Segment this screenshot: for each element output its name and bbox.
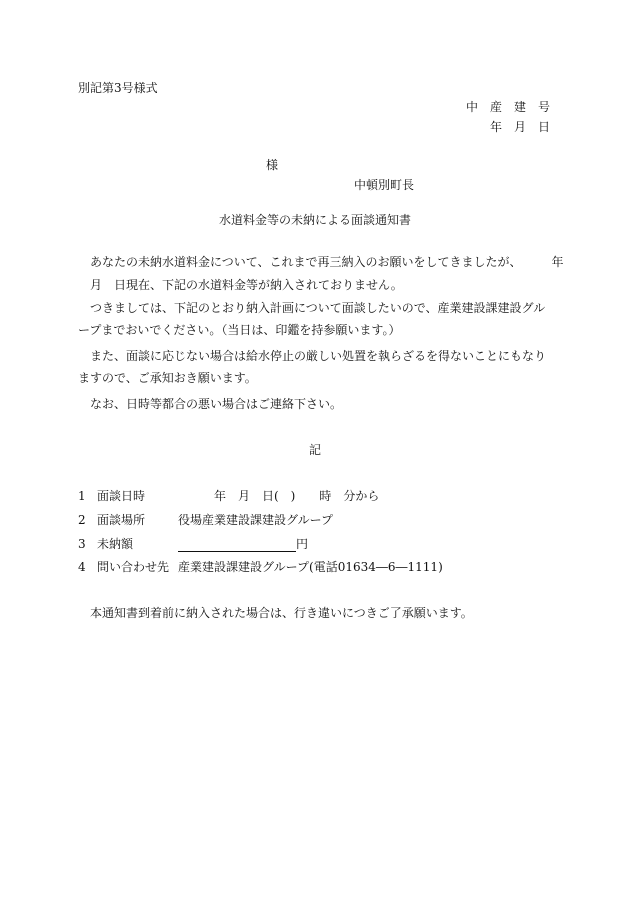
item-value: 役場産業建設課建設グループ bbox=[178, 513, 334, 527]
item-label: 面談日時 bbox=[97, 489, 146, 503]
body-paragraph-1-line-1: あなたの未納水道料金について、これまで再三納入のお願いをしてきましたが、 年 bbox=[78, 255, 564, 269]
body-paragraph-1-line-2: 月 日現在、下記の水道料金等が納入されておりません。 bbox=[90, 278, 403, 292]
sender-name: 中頓別町長 bbox=[354, 178, 415, 192]
item-3 bbox=[0, 536, 630, 554]
item-number: 2 bbox=[78, 513, 86, 527]
amount-field bbox=[178, 536, 308, 552]
item-2 bbox=[0, 512, 630, 530]
item-value: 産業建設課建設グループ(電話01634―6―1111) bbox=[178, 560, 443, 574]
closing-note: 本通知書到着前に納入された場合は、行き違いにつきご了承願います。 bbox=[78, 606, 473, 620]
amount-blank-line bbox=[178, 537, 296, 552]
item-4 bbox=[0, 559, 630, 577]
document-title: 水道料金等の未納による面談通知書 bbox=[218, 213, 411, 227]
item-label: 未納額 bbox=[97, 537, 134, 551]
item-number: 3 bbox=[78, 537, 86, 551]
item-number: 1 bbox=[78, 489, 86, 503]
item-value: 年 月 日( ) 時 分から bbox=[214, 489, 380, 503]
item-1 bbox=[0, 488, 630, 506]
item-number: 4 bbox=[78, 560, 86, 574]
document-number: 中 産 建 号 bbox=[465, 100, 550, 114]
item-label: 面談場所 bbox=[97, 513, 146, 527]
document-date: 年 月 日 bbox=[489, 120, 550, 134]
ki-heading: 記 bbox=[309, 443, 322, 457]
body-paragraph-3: また、面談に応じない場合は給水停止の厳しい処置を執らざるを得ないことにもなりますので、ご承知おき願います。 bbox=[78, 349, 547, 385]
yen-unit: 円 bbox=[296, 537, 309, 551]
item-label: 問い合わせ先 bbox=[97, 560, 170, 574]
form-number: 別記第3号様式 bbox=[78, 81, 158, 95]
recipient-honorific: 様 bbox=[266, 158, 279, 172]
body-paragraph-2: つきましては、下記のとおり納入計画について面談したいので、産業建設課建設グループまでおいでください。（当日は、印鑑を持参願います。） bbox=[78, 301, 546, 337]
body-paragraph-4: なお、日時等都合の悪い場合はご連絡下さい。 bbox=[78, 397, 343, 411]
